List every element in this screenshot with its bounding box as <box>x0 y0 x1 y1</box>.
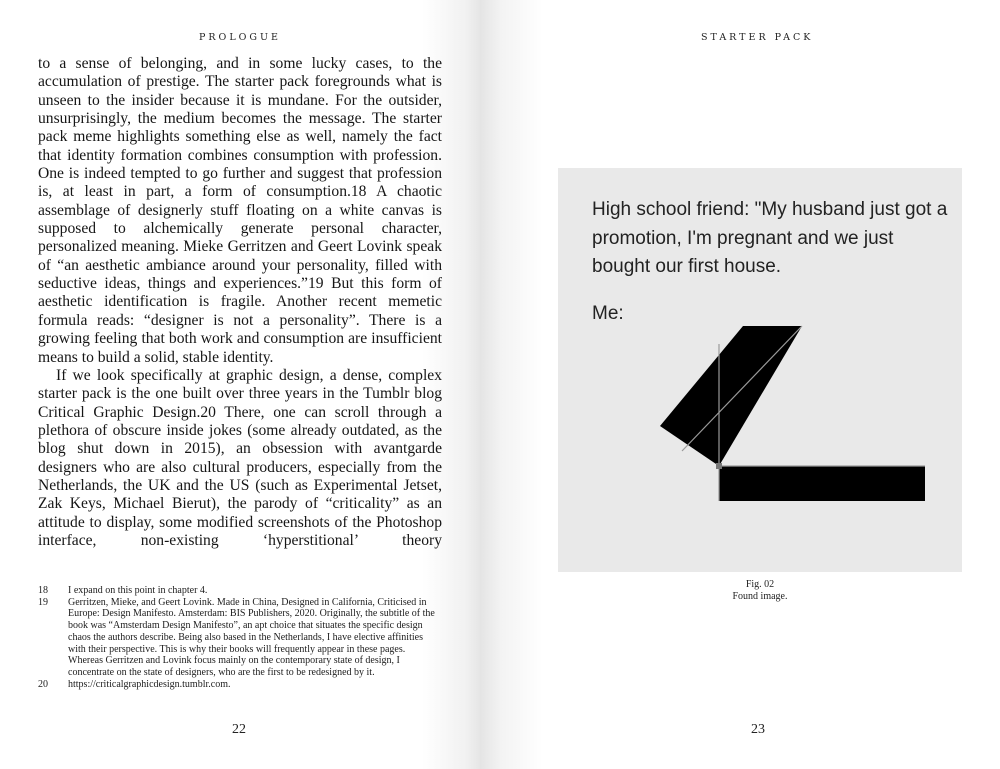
figure-caption <box>558 579 962 603</box>
footnote-text: I expand on this point in chapter 4. <box>68 585 208 596</box>
right-page <box>480 0 1000 769</box>
paragraph-1: to a sense of belonging, and in some lucky cases, to the accumulation of prestige. The starter pack foregrounds what is unseen to the insider because it is mundane. For the outsider, unsurprisingly, the medium becomes the message. The starter pack meme highlights something else as well, namely the fact that identity formation combines consumption with profession. One is indeed tempted to go further and suggest that profession is, at least in part, a form of consumption.18 A chaotic assemblage of designerly stuff floating on a white canvas is supposed to alchemically generate personal character, personalized meaning. Mieke Gerritzen and Geert Lovink speak of “an aesthetic ambiance around your personality, filled with seductive ideas, things and experiences.”19 But this form of aesthetic identification is fragile. Another recent memetic formula reads: “designer is not a personality”. There is a growing feeling that both work and consumption are insufficient means to build a solid, stable identity. <box>38 55 442 366</box>
footnote-20 <box>38 679 442 691</box>
arrow-glyph-icon <box>558 168 962 572</box>
footnote-text: https://criticalgraphicdesign.tumblr.com. <box>68 678 231 690</box>
footnote-number: 19 <box>38 596 48 608</box>
meme-figure <box>558 168 962 572</box>
footnote-text: Gerritzen, Mieke, and Geert Lovink. Made in China, Designed in California, Criticised in Europe: Design Manifesto. Amsterdam: BIS Publishers, 2020. Originally, the subtitle of the book was “Amsterdam Design Manifesto”, an apt choice that situates the specific design chaos the authors describe. Being also based in the Netherlands, I have elective affinities with their perspective. This is why their books will frequently appear in these pages. Whereas Gerritzen and Lovink focus mainly on the contemporary state of design, I concentrate on the state of designers, who are the first to be redesigned by it. <box>68 596 435 678</box>
footnotes <box>38 585 442 690</box>
meme-me-label: Me: <box>592 303 624 324</box>
body-text <box>38 55 442 550</box>
page-number-right: 23 <box>751 722 765 737</box>
footnote-number: 18 <box>38 585 48 596</box>
caption-description: Found image. <box>732 591 788 602</box>
caption-figure-number: Fig. 02 <box>745 579 775 590</box>
left-page <box>0 0 480 769</box>
running-head-right: STARTER PACK <box>701 32 814 43</box>
page-number-left: 22 <box>232 722 246 737</box>
paragraph-2: If we look specifically at graphic design, a dense, complex starter pack is the one built over three years in the Tumblr blog Critical Graphic Design.20 There, one can scroll through a plethora of obscure inside jokes (some already outdated, as the blog shut down in 2015), an obsession with avantgarde designers who are also cultural producers, especially from the Netherlands, the UK and the US (such as Experimental Jetset, Zak Keys, Michael Bierut), the parody of “criticality” as an attitude to display, some modified screenshots of the Photoshop interface, non-existing ‘hyperstitional’ theory <box>38 366 442 549</box>
meme-friend-text: High school friend: "My husband just got a promotion, I'm pregnant and we just bought our first house. <box>592 199 948 277</box>
footnote-number: 20 <box>38 678 48 690</box>
running-head-left: PROLOGUE <box>199 32 281 43</box>
footnote-19 <box>38 597 442 679</box>
footnote-18 <box>38 585 442 597</box>
